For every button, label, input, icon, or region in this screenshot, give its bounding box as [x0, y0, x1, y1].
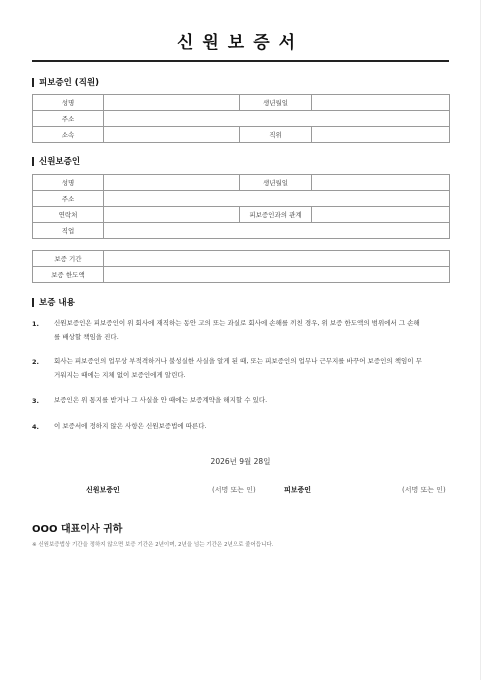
terms-table — [32, 250, 450, 283]
section-marker — [32, 298, 34, 307]
table-row — [33, 127, 450, 143]
table-row — [33, 95, 450, 111]
item-text: 이 보증서에 정하지 않은 사항은 신원보증법에 따른다. — [54, 422, 207, 430]
item-text: 신원보증인은 피보증인이 위 회사에 재직하는 동안 고의 또는 과실로 회사에 손해를 끼친 경우, 위 보증 한도액의 범위에서 그 손해를 배상할 책임을 진다. — [54, 319, 420, 341]
list-item — [32, 397, 449, 408]
insured-signature-hint: (서명 또는 인) — [402, 486, 446, 494]
addressee: OOO 대표이사 귀하 — [32, 524, 123, 535]
section-guarantor-label: 신원보증인 — [39, 157, 81, 167]
item-number: 2. — [32, 358, 39, 366]
guarantor-relation-field[interactable] — [312, 207, 450, 223]
insured-signature-label: 피보증인 — [284, 486, 312, 494]
guarantor-relation-label: 피보증인과의 관계 — [240, 207, 312, 223]
document-date: 2026년 9월 28일 — [210, 457, 271, 466]
list-item — [32, 320, 449, 344]
guarantor-contact-label: 연락처 — [33, 207, 104, 223]
insured-department-label: 소속 — [33, 127, 104, 143]
item-text: 회사는 피보증인의 업무상 부적격하거나 불성실한 사실을 알게 된 때, 또는 피보증인의 업무나 근무지를 바꾸어 보증인의 책임이 무거워지는 때에는 지체 없이 보증인에게 알린다. — [54, 357, 422, 379]
item-text: 보증인은 위 통지를 받거나 그 사실을 안 때에는 보증계약을 해지할 수 있다. — [54, 396, 268, 404]
table-row — [33, 111, 450, 127]
title-divider — [32, 60, 449, 62]
item-number: 1. — [32, 320, 39, 328]
section-insured-label: 피보증인 (직원) — [39, 78, 99, 88]
insured-department-field[interactable] — [104, 127, 240, 143]
guarantor-signature-hint: (서명 또는 인) — [212, 486, 256, 494]
guarantor-birth-label: 생년월일 — [240, 175, 312, 191]
item-number: 4. — [32, 423, 39, 431]
limit-field[interactable] — [104, 267, 450, 283]
table-row — [33, 191, 450, 207]
table-row — [33, 223, 450, 239]
insured-address-label: 주소 — [33, 111, 104, 127]
section-marker — [32, 157, 34, 166]
guarantor-signature-label: 신원보증인 — [86, 486, 120, 494]
section-marker — [32, 78, 34, 87]
period-field[interactable] — [104, 251, 450, 267]
guarantor-occupation-label: 직업 — [33, 223, 104, 239]
insured-position-label: 직위 — [240, 127, 312, 143]
guarantor-table — [32, 174, 450, 239]
insured-birth-label: 생년월일 — [240, 95, 312, 111]
document-title: 신원보증서 — [176, 33, 305, 53]
limit-label: 보증 한도액 — [33, 267, 104, 283]
table-row — [33, 175, 450, 191]
period-label: 보증 기간 — [33, 251, 104, 267]
insured-table — [32, 94, 450, 143]
insured-birth-field[interactable] — [312, 95, 450, 111]
section-heading-guarantor — [32, 155, 80, 167]
guarantor-address-label: 주소 — [33, 191, 104, 207]
guarantor-address-field[interactable] — [104, 191, 450, 207]
guarantor-contact-field[interactable] — [104, 207, 240, 223]
list-item — [32, 358, 449, 382]
insured-position-field[interactable] — [312, 127, 450, 143]
table-row — [33, 267, 450, 283]
insured-address-field[interactable] — [104, 111, 450, 127]
section-content-label: 보증 내용 — [39, 298, 75, 308]
list-item — [32, 423, 449, 434]
section-heading-content — [32, 296, 75, 308]
guarantor-birth-field[interactable] — [312, 175, 450, 191]
insured-name-label: 성명 — [33, 95, 104, 111]
guarantor-name-field[interactable] — [104, 175, 240, 191]
footnote: ※ 신원보증법상 기간을 정하지 않으면 보증 기간은 2년이며, 2년을 넘는 기간은 2년으로 줄어듭니다. — [32, 542, 274, 548]
guarantor-occupation-field[interactable] — [104, 223, 450, 239]
table-row — [33, 251, 450, 267]
item-number: 3. — [32, 397, 39, 405]
section-heading-insured — [32, 76, 99, 88]
insured-name-field[interactable] — [104, 95, 240, 111]
guarantor-name-label: 성명 — [33, 175, 104, 191]
table-row — [33, 207, 450, 223]
